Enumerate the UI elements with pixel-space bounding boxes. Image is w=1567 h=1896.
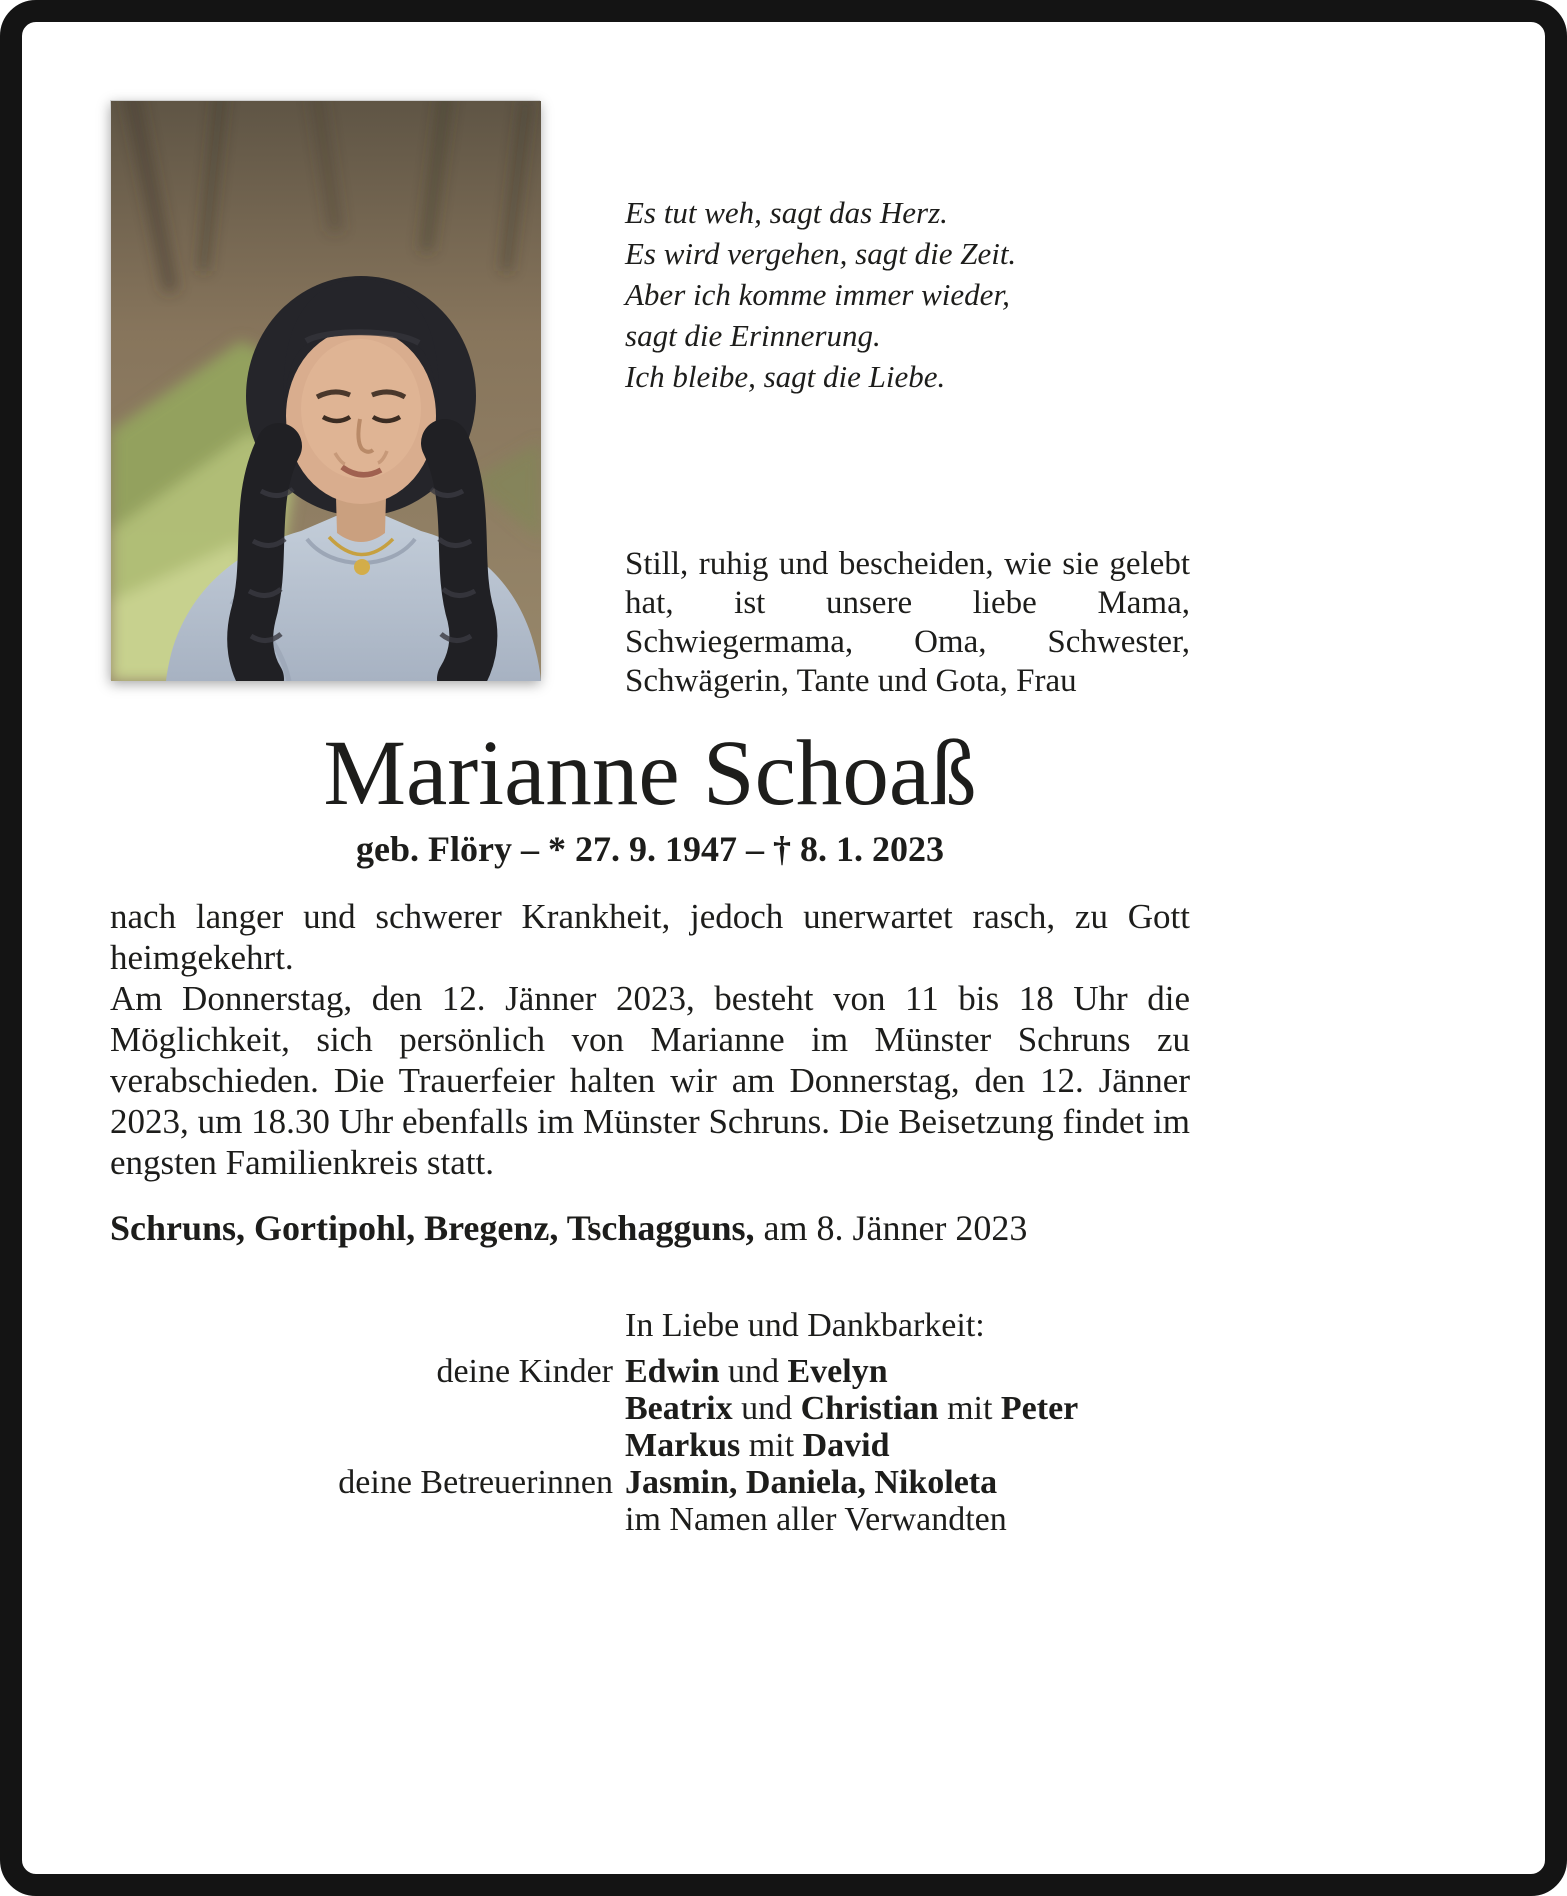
closing-label: deine Betreuerinnen (338, 1464, 613, 1501)
closing-names: Jasmin, Daniela, Nikoleta (625, 1464, 998, 1501)
portrait-photo (110, 100, 540, 680)
announcement-paragraph-2: Am Donnerstag, den 12. Jänner 2023, besteht von 11 bis 18 Uhr die Möglichkeit, sich persönlich von Marianne im Münster Schruns zu verabschieden. Die Trauerfeier halten wir am Donnerstag, den 12. Jänner 2023, um 18.30 Uhr ebenfalls im Münster Schruns. Die Beisetzung findet im engsten Familienkreis statt. (110, 979, 1190, 1182)
birth-death-line: geb. Flöry – * 27. 9. 1947 – † 8. 1. 2023 (356, 829, 944, 869)
obituary-content (110, 100, 1190, 1538)
closing-label (110, 1501, 625, 1538)
closing-heading-row (110, 1307, 1190, 1344)
closing-label (110, 1427, 625, 1464)
poem-line: Es wird vergehen, sagt die Zeit. (625, 236, 1017, 271)
closing-names: Markus mit David (625, 1427, 890, 1464)
closing-names: Edwin und Evelyn (625, 1353, 888, 1390)
memorial-poem (625, 100, 1190, 397)
closing-row (110, 1390, 1190, 1427)
closing-rows (110, 1353, 1190, 1538)
poem-line: Es tut weh, sagt das Herz. (625, 195, 948, 230)
closing-names: im Namen aller Verwandten (625, 1501, 1007, 1538)
cities-date-line (110, 1207, 1190, 1249)
closing-label: deine Kinder (436, 1353, 613, 1390)
cities-list: Schruns, Gortipohl, Bregenz, Tschagguns, (110, 1208, 755, 1248)
closing-label (110, 1390, 625, 1427)
closing-row (110, 1501, 1190, 1538)
poem-line: sagt die Erinnerung. (625, 318, 881, 353)
announcement-paragraph-1: nach langer und schwerer Krankheit, jedoch unerwartet rasch, zu Gott heimgekehrt. (110, 897, 1190, 977)
portrait-illustration (111, 101, 541, 681)
closing-names: Beatrix und Christian mit Peter (625, 1390, 1079, 1427)
right-column (625, 100, 1190, 701)
closing-label-spacer (110, 1307, 625, 1344)
closing-section (110, 1307, 1190, 1538)
intro-text: Still, ruhig und bescheiden, wie sie gelebt hat, ist unsere liebe Mama, Schwiegermama, Oma, Schwester, Schwägerin, Tante und Gota, Frau (625, 546, 1190, 699)
closing-row (110, 1427, 1190, 1464)
closing-row (110, 1353, 1190, 1390)
announcement-date: am 8. Jänner 2023 (754, 1208, 1028, 1248)
poem-line: Aber ich komme immer wieder, (625, 277, 1010, 312)
deceased-name: Marianne Schoaß (323, 722, 977, 825)
poem-line: Ich bleibe, sagt die Liebe. (625, 359, 946, 394)
closing-heading: In Liebe und Dankbarkeit: (625, 1307, 985, 1344)
closing-row (110, 1464, 1190, 1501)
